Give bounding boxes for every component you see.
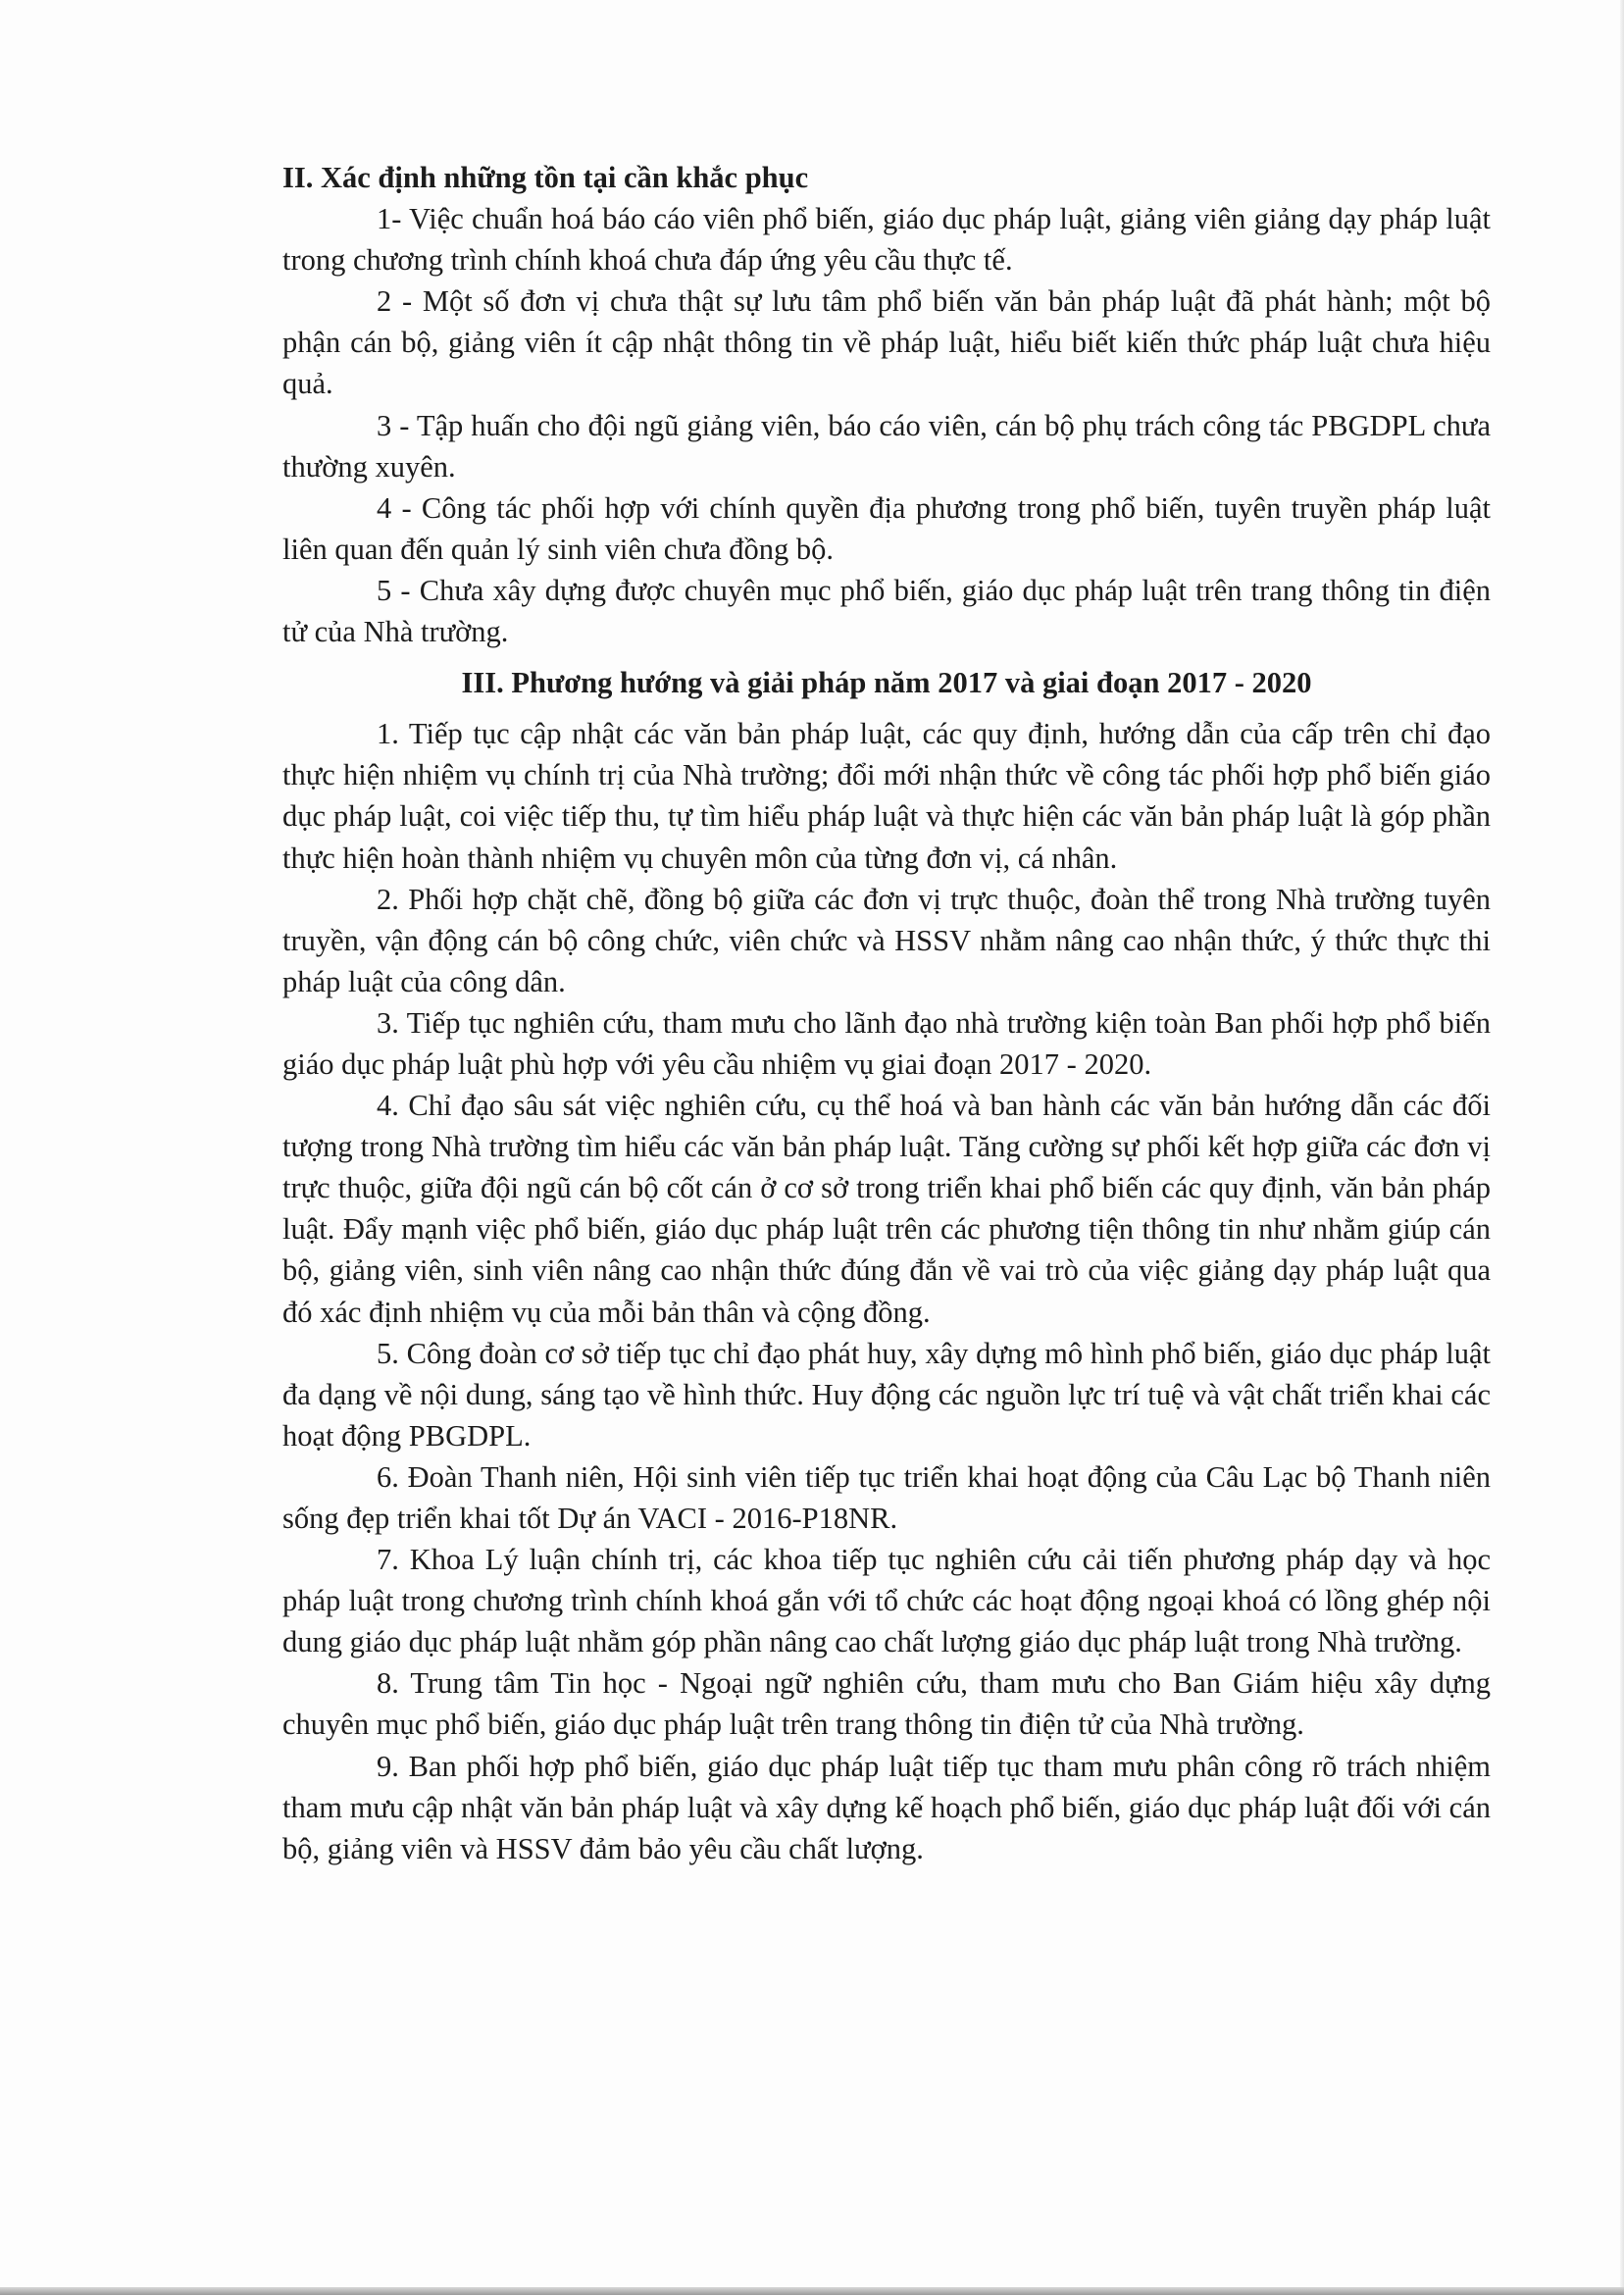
solution-item-6: 6. Đoàn Thanh niên, Hội sinh viên tiếp tục triển khai hoạt động của Câu Lạc bộ Thanh niên sống đẹp triển khai tốt Dự án VACI - 2016-P18NR. [282,1459,1491,1535]
section-heading-solutions: III. Phương hướng và giải pháp năm 2017 và giai đoạn 2017 - 2020 [461,666,1312,700]
shortcoming-item-2: 2 - Một số đơn vị chưa thật sự lưu tâm phổ biến văn bản pháp luật đã phát hành; một bộ phận cán bộ, giảng viên ít cập nhật thông tin về pháp luật, hiểu biết kiến thức pháp luật chưa hiệu quả. [282,284,1491,401]
shortcoming-item-4: 4 - Công tác phối hợp với chính quyền địa phương trong phổ biến, tuyên truyền pháp luật liên quan đến quản lý sinh viên chưa đồng bộ. [282,490,1491,566]
document-body [282,157,1491,1869]
scan-edge-bottom [0,2287,1624,2295]
solution-item-8: 8. Trung tâm Tin học - Ngoại ngữ nghiên cứu, tham mưu cho Ban Giám hiệu xây dựng chuyên mục phổ biến, giáo dục pháp luật trên trang thông tin điện tử của Nhà trường. [282,1666,1491,1742]
solution-item-2: 2. Phối hợp chặt chẽ, đồng bộ giữa các đơn vị trực thuộc, đoàn thể trong Nhà trường tuyên truyền, vận động cán bộ công chức, viên chức và HSSV nhằm nâng cao nhận thức, ý thức thực thi pháp luật của công dân. [282,882,1491,998]
scan-edge-right [1620,0,1624,2295]
solution-item-7: 7. Khoa Lý luận chính trị, các khoa tiếp tục nghiên cứu cải tiến phương pháp dạy và học pháp luật trong chương trình chính khoá gắn với tổ chức các hoạt động ngoại khoá có lồng ghép nội dung giáo dục pháp luật nhằm góp phần nâng cao chất lượng giáo dục pháp luật trong Nhà trường. [282,1543,1491,1659]
section-heading-shortcomings: II. Xác định những tồn tại cần khắc phục [282,161,809,194]
solution-item-4: 4. Chỉ đạo sâu sát việc nghiên cứu, cụ thể hoá và ban hành các văn bản hướng dẫn các đối tượng trong Nhà trường tìm hiểu các văn bản pháp luật. Tăng cường sự phối kết hợp giữa các đơn vị trực thuộc, giữa đội ngũ cán bộ cốt cán ở cơ sở trong triển khai phổ biến các quy định, văn bản pháp luật. Đẩy mạnh việc phổ biến, giáo dục pháp luật trên các phương tiện thông tin như nhằm giúp cán bộ, giảng viên, sinh viên nâng cao nhận thức đúng đắn về vai trò của việc giảng dạy pháp luật qua đó xác định nhiệm vụ của mỗi bản thân và cộng đồng. [282,1089,1491,1329]
shortcoming-item-3: 3 - Tập huấn cho đội ngũ giảng viên, báo cáo viên, cán bộ phụ trách công tác PBGDPL chưa thường xuyên. [282,408,1491,484]
solution-item-9: 9. Ban phối hợp phổ biến, giáo dục pháp luật tiếp tục tham mưu phân công rõ trách nhiệm tham mưu cập nhật văn bản pháp luật và xây dựng kế hoạch phổ biến, giáo dục pháp luật đối với cán bộ, giảng viên và HSSV đảm bảo yêu cầu chất lượng. [282,1749,1491,1865]
shortcoming-item-5: 5 - Chưa xây dựng được chuyên mục phổ biến, giáo dục pháp luật trên trang thông tin điện tử của Nhà trường. [282,573,1491,649]
solution-item-3: 3. Tiếp tục nghiên cứu, tham mưu cho lãnh đạo nhà trường kiện toàn Ban phối hợp phổ biến giáo dục pháp luật phù hợp với yêu cầu nhiệm vụ giai đoạn 2017 - 2020. [282,1005,1491,1081]
solution-item-5: 5. Công đoàn cơ sở tiếp tục chỉ đạo phát huy, xây dựng mô hình phổ biến, giáo dục pháp luật đa dạng về nội dung, sáng tạo về hình thức. Huy động các nguồn lực trí tuệ và vật chất triển khai các hoạt động PBGDPL. [282,1336,1491,1453]
solution-item-1: 1. Tiếp tục cập nhật các văn bản pháp luật, các quy định, hướng dẫn của cấp trên chỉ đạo thực hiện nhiệm vụ chính trị của Nhà trường; đổi mới nhận thức về công tác phối hợp phổ biến giáo dục pháp luật, coi việc tiếp thu, tự tìm hiểu pháp luật và thực hiện các văn bản pháp luật là góp phần thực hiện hoàn thành nhiệm vụ chuyên môn của từng đơn vị, cá nhân. [282,717,1491,875]
shortcoming-item-1: 1- Việc chuẩn hoá báo cáo viên phổ biến, giáo dục pháp luật, giảng viên giảng dạy pháp luật trong chương trình chính khoá chưa đáp ứng yêu cầu thực tế. [282,202,1491,278]
